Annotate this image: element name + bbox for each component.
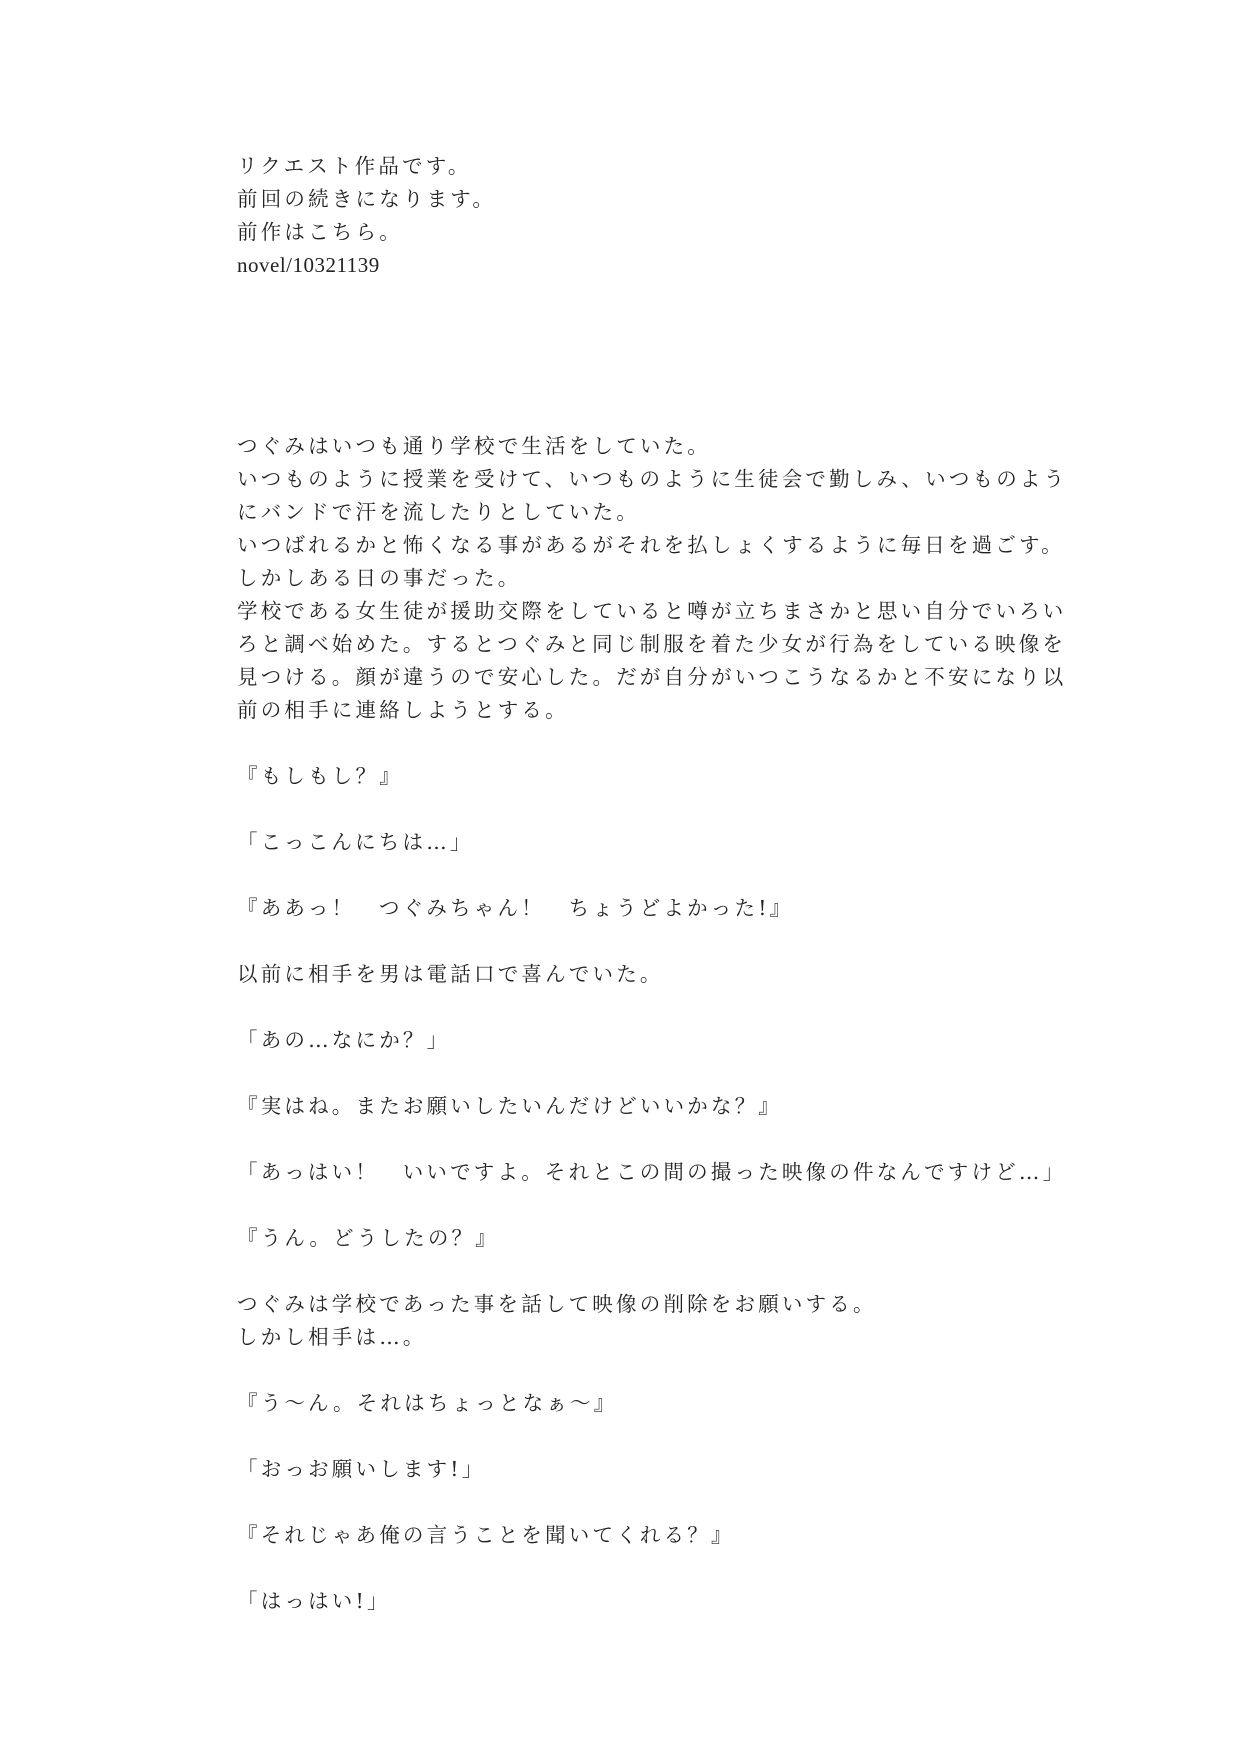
paragraph-line: 見つける。顔が違うので安心した。だが自分がいつこうなるかと不安になり以 xyxy=(237,665,1067,689)
document-body xyxy=(237,150,1068,1618)
paragraph-line: ろと調べ始めた。するとつぐみと同じ制服を着た少女が行為をしている映像を xyxy=(237,632,1067,656)
dialogue-line: 『実はね。またお願いしたいんだけどいいかな？』 xyxy=(237,1094,783,1118)
narration-line: つぐみは学校であった事を話して映像の削除をお願いする。 xyxy=(237,1292,877,1316)
dialogue-line: 「あっはい！ いいですよ。それとこの間の撮った映像の件なんですけど…」 xyxy=(237,1160,1067,1184)
dialogue-line: 『もしもし？』 xyxy=(237,764,403,788)
paragraph-line: 学校である女生徒が援助交際をしていると噂が立ちまさかと思い自分でいろい xyxy=(237,599,1067,623)
narration-line: しかし相手は…。 xyxy=(237,1325,427,1349)
dialogue-line: 『それじゃあ俺の言うことを聞いてくれる？』 xyxy=(237,1523,735,1547)
paragraph-line: つぐみはいつも通り学校で生活をしていた。 xyxy=(237,434,711,458)
narration-line: 以前に相手を男は電話口で喜んでいた。 xyxy=(237,962,664,986)
paragraph-line: しかしある日の事だった。 xyxy=(237,566,522,590)
dialogue-line: 『ああっ！ つぐみちゃん！ ちょうどよかった!』 xyxy=(237,896,794,920)
dialogue-line: 「あの…なにか？」 xyxy=(237,1028,451,1052)
dialogue-line: 「はっはい!」 xyxy=(237,1589,391,1613)
paragraph-line: にバンドで汗を流したりとしていた。 xyxy=(237,500,640,524)
paragraph-line: 前の相手に連絡しようとする。 xyxy=(237,698,569,722)
intro-line-previous: 前作はこちら。 xyxy=(237,220,403,244)
paragraph-line: いつばれるかと怖くなる事があるがそれを払しょくするように毎日を過ごす。 xyxy=(237,533,1065,557)
previous-novel-link[interactable]: novel/10321139 xyxy=(237,253,380,277)
section-gap xyxy=(237,282,1017,430)
dialogue-line: 『うん。どうしたの？』 xyxy=(237,1226,499,1250)
intro-line-continuation: 前回の続きになります。 xyxy=(237,187,497,211)
intro-line-request: リクエスト作品です。 xyxy=(237,154,472,178)
dialogue-line: 「こっこんにちは…」 xyxy=(237,830,474,854)
dialogue-line: 「おっお願いします!」 xyxy=(237,1457,486,1481)
paragraph-line: いつものように授業を受けて、いつものように生徒会で勤しみ、いつものよう xyxy=(237,467,1068,491)
dialogue-line: 『う～ん。それはちょっとなぁ～』 xyxy=(237,1391,618,1415)
